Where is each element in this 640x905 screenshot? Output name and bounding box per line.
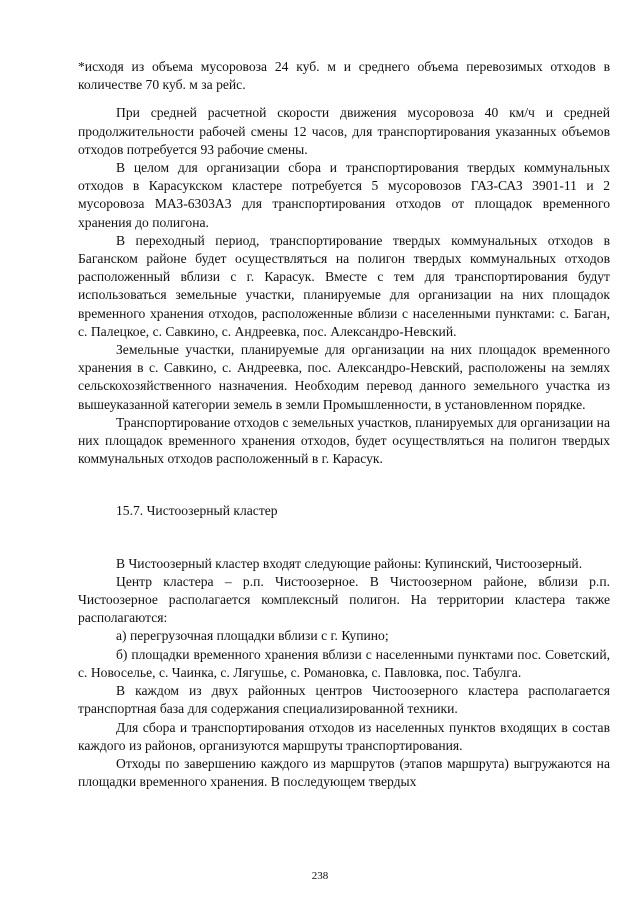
section-paragraph: Отходы по завершению каждого из маршрутов (этапов маршрута) выгружаются на площадки временного хранения. В последующем твердых [78, 755, 610, 790]
body-paragraph: При средней расчетной скорости движения мусоровоза 40 км/ч и средней продолжительности рабочей смены 12 часов, для транспортирования указанных объемов отходов потребуется 93 рабочие смены. [78, 105, 610, 157]
section-paragraph: Центр кластера – р.п. Чистоозерное. В Чистоозерном районе, вблизи р.п. Чистоозерное располагается комплексный полигон. На территории кластера также располагаются: [78, 573, 610, 626]
body-paragraph: Земельные участки, планируемые для организации на них площадок временного хранения в с. Савкино, с. Андреевка, пос. Александро-Невский, расположены на землях сельскохозяйственного назначения. Необходим перевод данного земельного участка из вышеуказанной категории земель в земли Промышленности, в установленном порядке. [78, 342, 610, 412]
body-paragraph: В переходный период, транспортирование твердых коммунальных отходов в Баганском районе будет осуществляться на полигон твердых коммунальных отходов расположенный вблизи с г. Карасук. Вместе с тем для транспортирования будут использоваться земельные участки, планируемые для организации на них площадок временного хранения отходов, расположенные вблизи с населенными пунктами: с. Баган, с. Палецкое, с. Савкино, с. Андреевка, пос. Александро-Невский. [78, 232, 610, 339]
section-paragraph: В каждом из двух районных центров Чистоозерного кластера располагается транспортная база для содержания специализированной техники. [78, 683, 610, 717]
footnote-paragraph: *исходя из объема мусоровоза 24 куб. м и среднего объема перевозимых отходов в количестве 70 куб. м за рейс. [78, 59, 610, 93]
list-item: а) перегрузочная площадки вблизи с г. Купино; [116, 628, 389, 644]
document-page [78, 58, 610, 791]
section-paragraph: Для сбора и транспортирования отходов из населенных пунктов входящих в состав каждого из районов, организуются маршруты транспортирования. [78, 719, 610, 753]
section-heading: 15.7. Чистоозерный кластер [116, 503, 278, 519]
list-item: б) площадки временного хранения вблизи с населенными пунктами пос. Советский, с. Новоселье, с. Чаинка, с. Лягушье, с. Романовка, с. Павловка, пос. Табулга. [78, 646, 610, 680]
body-paragraph: В целом для организации сбора и транспортирования твердых коммунальных отходов в Карасукском кластере потребуется 5 мусоровозов ГАЗ-САЗ 3901-11 и 2 мусоровоза МАЗ-6303А3 для транспортирования отходов от площадок временного хранения до полигона. [78, 160, 610, 230]
page-number: 238 [311, 870, 329, 882]
section-paragraph: В Чистоозерный кластер входят следующие районы: Купинский, Чистоозерный. [116, 555, 583, 571]
body-paragraph: Транспортирование отходов с земельных участков, планируемых для организации на них площадок временного хранения отходов, будет осуществляться на полигон твердых коммунальных отходов расположенный в г. Карасук. [78, 414, 610, 467]
